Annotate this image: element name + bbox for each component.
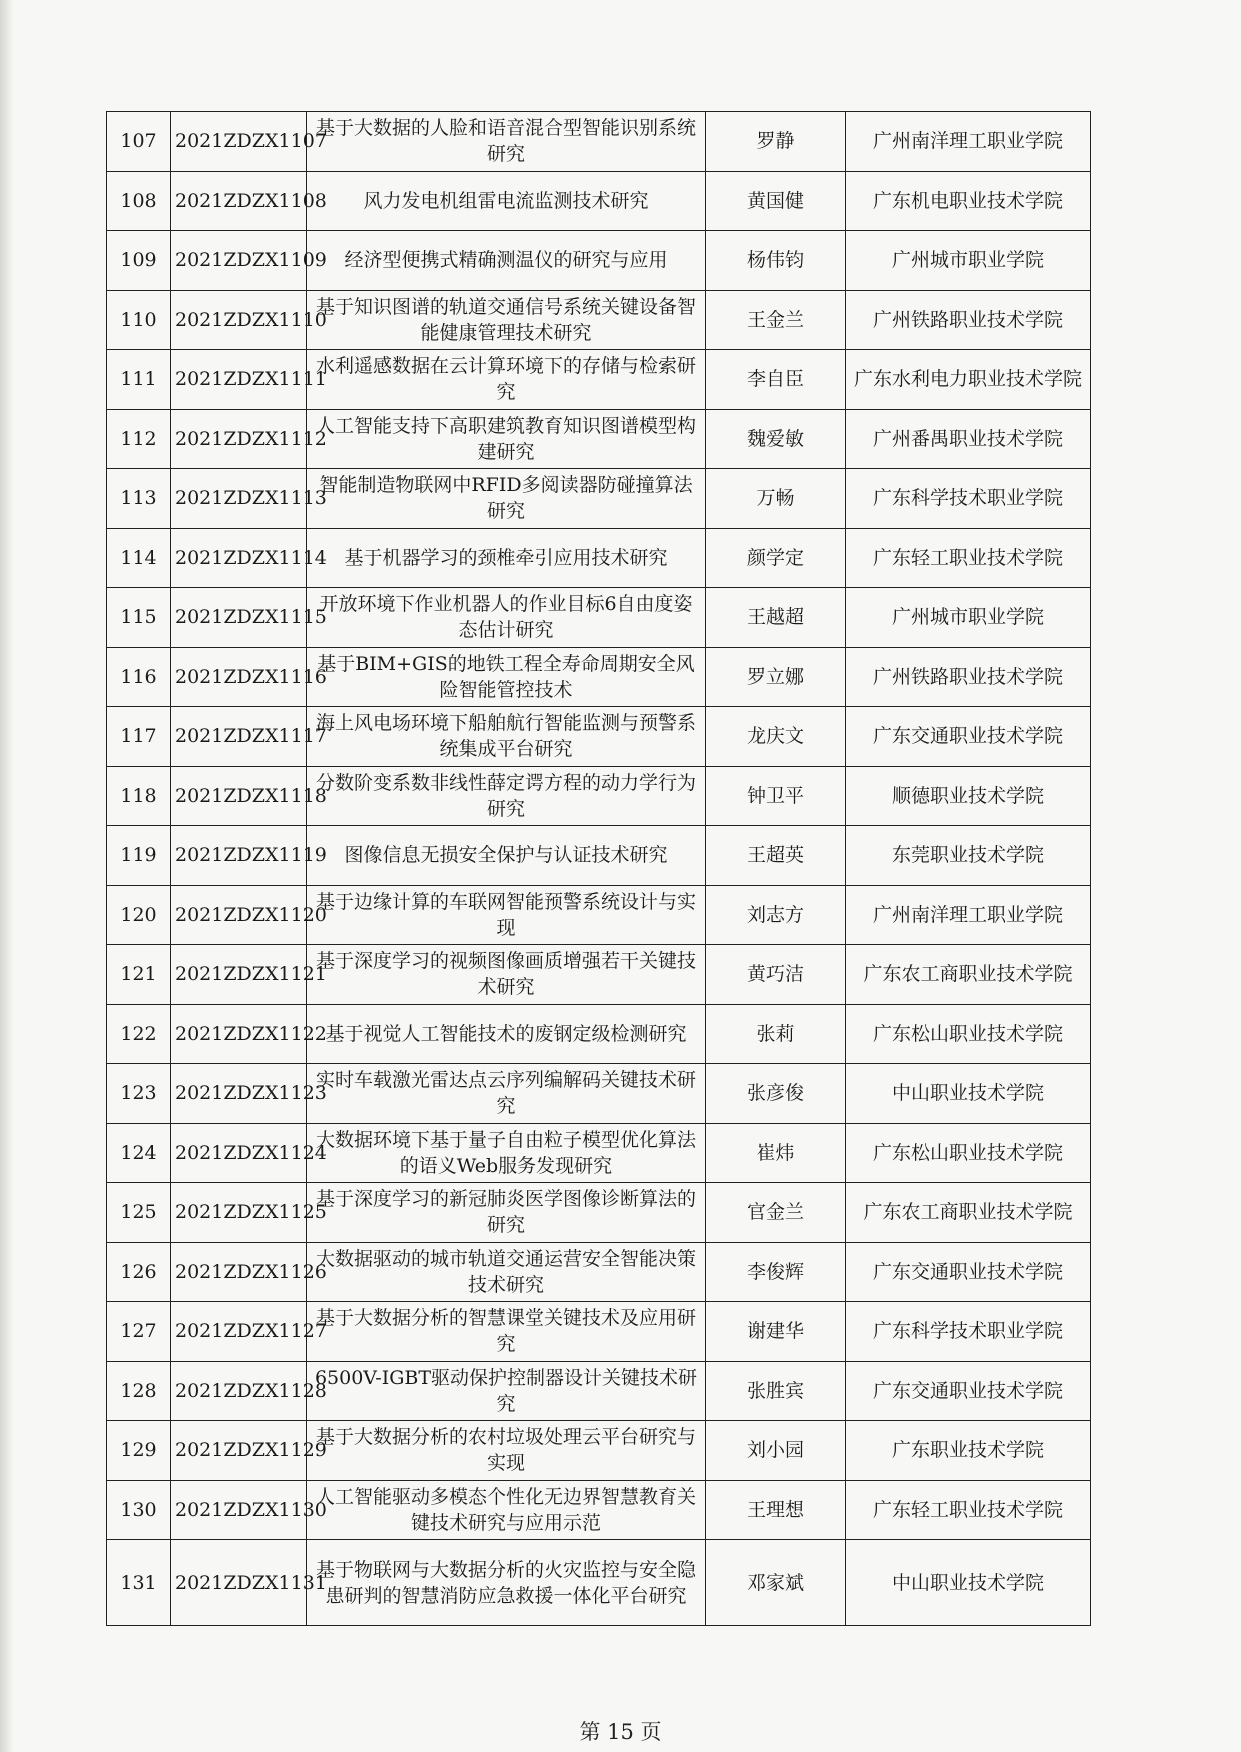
project-title: 6500V-IGBT驱动保护控制器设计关键技术研究 xyxy=(307,1361,706,1421)
project-code: 2021ZDZX1119 xyxy=(171,826,307,886)
row-number: 119 xyxy=(107,826,171,886)
row-number: 118 xyxy=(107,766,171,826)
project-code: 2021ZDZX1115 xyxy=(171,588,307,648)
project-leader: 魏爱敏 xyxy=(706,409,846,469)
project-leader: 万畅 xyxy=(706,469,846,529)
table-row xyxy=(107,1064,1091,1124)
institution-name: 顺德职业技术学院 xyxy=(846,766,1091,826)
project-code: 2021ZDZX1131 xyxy=(171,1540,307,1626)
project-leader: 罗静 xyxy=(706,112,846,172)
project-table xyxy=(106,111,1091,1626)
project-leader: 杨伟钧 xyxy=(706,231,846,291)
table-row xyxy=(107,1540,1091,1626)
row-number: 130 xyxy=(107,1480,171,1540)
institution-name: 广东轻工职业技术学院 xyxy=(846,528,1091,588)
row-number: 124 xyxy=(107,1123,171,1183)
scan-edge xyxy=(0,0,14,1752)
row-number: 125 xyxy=(107,1183,171,1243)
project-code: 2021ZDZX1123 xyxy=(171,1064,307,1124)
project-leader: 黄巧洁 xyxy=(706,945,846,1005)
project-leader: 王超英 xyxy=(706,826,846,886)
institution-name: 广州铁路职业技术学院 xyxy=(846,647,1091,707)
row-number: 126 xyxy=(107,1242,171,1302)
table-row xyxy=(107,469,1091,529)
project-leader: 李俊辉 xyxy=(706,1242,846,1302)
table-row xyxy=(107,1123,1091,1183)
row-number: 114 xyxy=(107,528,171,588)
institution-name: 广东松山职业技术学院 xyxy=(846,1004,1091,1064)
project-code: 2021ZDZX1107 xyxy=(171,112,307,172)
project-title: 基于边缘计算的车联网智能预警系统设计与实现 xyxy=(307,885,706,945)
institution-name: 东莞职业技术学院 xyxy=(846,826,1091,886)
project-title: 水利遥感数据在云计算环境下的存储与检索研究 xyxy=(307,350,706,410)
project-leader: 刘小园 xyxy=(706,1421,846,1481)
institution-name: 广州南洋理工职业学院 xyxy=(846,112,1091,172)
project-code: 2021ZDZX1125 xyxy=(171,1183,307,1243)
row-number: 107 xyxy=(107,112,171,172)
project-title: 海上风电场环境下船舶航行智能监测与预警系统集成平台研究 xyxy=(307,707,706,767)
table-row xyxy=(107,766,1091,826)
institution-name: 广东农工商职业技术学院 xyxy=(846,1183,1091,1243)
project-title: 基于知识图谱的轨道交通信号系统关键设备智能健康管理技术研究 xyxy=(307,290,706,350)
project-table-body xyxy=(107,112,1091,1626)
table-row xyxy=(107,1302,1091,1362)
project-title: 基于大数据分析的智慧课堂关键技术及应用研究 xyxy=(307,1302,706,1362)
project-title: 图像信息无损安全保护与认证技术研究 xyxy=(307,826,706,886)
project-title: 智能制造物联网中RFID多阅读器防碰撞算法研究 xyxy=(307,469,706,529)
table-row xyxy=(107,112,1091,172)
project-code: 2021ZDZX1114 xyxy=(171,528,307,588)
institution-name: 广州南洋理工职业学院 xyxy=(846,885,1091,945)
project-title: 基于物联网与大数据分析的火灾监控与安全隐患研判的智慧消防应急救援一体化平台研究 xyxy=(307,1540,706,1626)
row-number: 128 xyxy=(107,1361,171,1421)
project-code: 2021ZDZX1112 xyxy=(171,409,307,469)
project-leader: 王理想 xyxy=(706,1480,846,1540)
project-leader: 颜学定 xyxy=(706,528,846,588)
project-code: 2021ZDZX1108 xyxy=(171,171,307,231)
project-leader: 王越超 xyxy=(706,588,846,648)
institution-name: 广东交通职业技术学院 xyxy=(846,1242,1091,1302)
row-number: 123 xyxy=(107,1064,171,1124)
institution-name: 广东科学技术职业学院 xyxy=(846,1302,1091,1362)
page-number: 第 15 页 xyxy=(579,1720,662,1744)
project-leader: 刘志方 xyxy=(706,885,846,945)
table-row xyxy=(107,409,1091,469)
project-title: 经济型便携式精确测温仪的研究与应用 xyxy=(307,231,706,291)
project-leader: 张莉 xyxy=(706,1004,846,1064)
row-number: 109 xyxy=(107,231,171,291)
project-title: 基于大数据分析的农村垃圾处理云平台研究与实现 xyxy=(307,1421,706,1481)
project-code: 2021ZDZX1111 xyxy=(171,350,307,410)
project-leader: 王金兰 xyxy=(706,290,846,350)
project-title: 人工智能支持下高职建筑教育知识图谱模型构建研究 xyxy=(307,409,706,469)
project-title: 人工智能驱动多模态个性化无边界智慧教育关键技术研究与应用示范 xyxy=(307,1480,706,1540)
row-number: 113 xyxy=(107,469,171,529)
table-row xyxy=(107,171,1091,231)
row-number: 127 xyxy=(107,1302,171,1362)
project-code: 2021ZDZX1117 xyxy=(171,707,307,767)
table-row xyxy=(107,1361,1091,1421)
institution-name: 广州番禺职业技术学院 xyxy=(846,409,1091,469)
institution-name: 广东水利电力职业技术学院 xyxy=(846,350,1091,410)
project-leader: 邓家斌 xyxy=(706,1540,846,1626)
project-leader: 崔炜 xyxy=(706,1123,846,1183)
project-leader: 谢建华 xyxy=(706,1302,846,1362)
project-code: 2021ZDZX1113 xyxy=(171,469,307,529)
table-row xyxy=(107,647,1091,707)
row-number: 115 xyxy=(107,588,171,648)
project-code: 2021ZDZX1130 xyxy=(171,1480,307,1540)
project-title: 大数据环境下基于量子自由粒子模型优化算法的语义Web服务发现研究 xyxy=(307,1123,706,1183)
project-code: 2021ZDZX1118 xyxy=(171,766,307,826)
project-code: 2021ZDZX1127 xyxy=(171,1302,307,1362)
institution-name: 广东科学技术职业学院 xyxy=(846,469,1091,529)
project-code: 2021ZDZX1120 xyxy=(171,885,307,945)
row-number: 120 xyxy=(107,885,171,945)
project-code: 2021ZDZX1109 xyxy=(171,231,307,291)
project-title: 风力发电机组雷电流监测技术研究 xyxy=(307,171,706,231)
table-row xyxy=(107,290,1091,350)
project-title: 基于大数据的人脸和语音混合型智能识别系统研究 xyxy=(307,112,706,172)
table-row xyxy=(107,350,1091,410)
table-row xyxy=(107,588,1091,648)
institution-name: 广州城市职业学院 xyxy=(846,231,1091,291)
project-code: 2021ZDZX1122 xyxy=(171,1004,307,1064)
project-leader: 李自臣 xyxy=(706,350,846,410)
project-leader: 罗立娜 xyxy=(706,647,846,707)
table-row xyxy=(107,528,1091,588)
project-leader: 钟卫平 xyxy=(706,766,846,826)
project-code: 2021ZDZX1128 xyxy=(171,1361,307,1421)
project-leader: 张胜宾 xyxy=(706,1361,846,1421)
row-number: 110 xyxy=(107,290,171,350)
table-row xyxy=(107,945,1091,1005)
row-number: 129 xyxy=(107,1421,171,1481)
table-row xyxy=(107,707,1091,767)
project-leader: 黄国健 xyxy=(706,171,846,231)
institution-name: 广东农工商职业技术学院 xyxy=(846,945,1091,1005)
institution-name: 广东松山职业技术学院 xyxy=(846,1123,1091,1183)
table-row xyxy=(107,826,1091,886)
institution-name: 广东轻工职业技术学院 xyxy=(846,1480,1091,1540)
row-number: 117 xyxy=(107,707,171,767)
project-code: 2021ZDZX1116 xyxy=(171,647,307,707)
project-code: 2021ZDZX1110 xyxy=(171,290,307,350)
institution-name: 广东职业技术学院 xyxy=(846,1421,1091,1481)
row-number: 111 xyxy=(107,350,171,410)
table-row xyxy=(107,1421,1091,1481)
project-leader: 龙庆文 xyxy=(706,707,846,767)
table-row xyxy=(107,1242,1091,1302)
row-number: 121 xyxy=(107,945,171,1005)
row-number: 112 xyxy=(107,409,171,469)
project-title: 基于深度学习的新冠肺炎医学图像诊断算法的研究 xyxy=(307,1183,706,1243)
institution-name: 广州铁路职业技术学院 xyxy=(846,290,1091,350)
project-title: 基于BIM+GIS的地铁工程全寿命周期安全风险智能管控技术 xyxy=(307,647,706,707)
table-row xyxy=(107,1004,1091,1064)
institution-name: 中山职业技术学院 xyxy=(846,1064,1091,1124)
project-title: 分数阶变系数非线性薛定谔方程的动力学行为研究 xyxy=(307,766,706,826)
project-title: 开放环境下作业机器人的作业目标6自由度姿态估计研究 xyxy=(307,588,706,648)
project-title: 大数据驱动的城市轨道交通运营安全智能决策技术研究 xyxy=(307,1242,706,1302)
institution-name: 广东交通职业技术学院 xyxy=(846,707,1091,767)
row-number: 131 xyxy=(107,1540,171,1626)
row-number: 108 xyxy=(107,171,171,231)
project-leader: 官金兰 xyxy=(706,1183,846,1243)
table-row xyxy=(107,231,1091,291)
project-code: 2021ZDZX1124 xyxy=(171,1123,307,1183)
project-title: 基于机器学习的颈椎牵引应用技术研究 xyxy=(307,528,706,588)
row-number: 122 xyxy=(107,1004,171,1064)
table-row xyxy=(107,1183,1091,1243)
project-title: 基于深度学习的视频图像画质增强若干关键技术研究 xyxy=(307,945,706,1005)
project-code: 2021ZDZX1129 xyxy=(171,1421,307,1481)
institution-name: 广东交通职业技术学院 xyxy=(846,1361,1091,1421)
project-code: 2021ZDZX1126 xyxy=(171,1242,307,1302)
institution-name: 中山职业技术学院 xyxy=(846,1540,1091,1626)
project-leader: 张彦俊 xyxy=(706,1064,846,1124)
table-row xyxy=(107,885,1091,945)
institution-name: 广东机电职业技术学院 xyxy=(846,171,1091,231)
institution-name: 广州城市职业学院 xyxy=(846,588,1091,648)
project-title: 实时车载激光雷达点云序列编解码关键技术研究 xyxy=(307,1064,706,1124)
project-code: 2021ZDZX1121 xyxy=(171,945,307,1005)
row-number: 116 xyxy=(107,647,171,707)
table-row xyxy=(107,1480,1091,1540)
project-title: 基于视觉人工智能技术的废钢定级检测研究 xyxy=(307,1004,706,1064)
